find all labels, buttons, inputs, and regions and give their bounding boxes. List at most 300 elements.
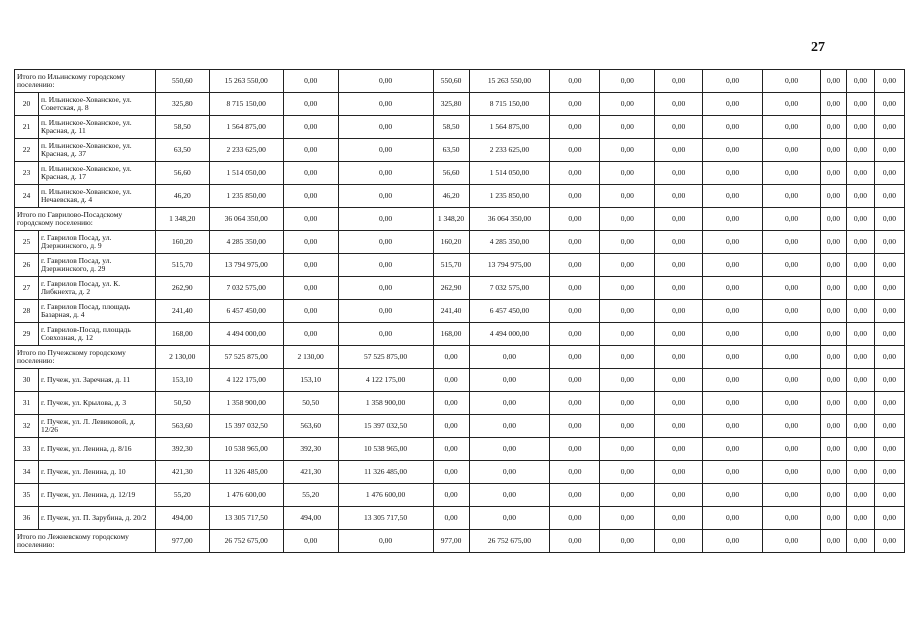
value-cell: 0,00 — [763, 484, 821, 507]
value-cell: 0,00 — [874, 415, 904, 438]
value-cell: 2 233 625,00 — [209, 139, 283, 162]
value-cell: 0,00 — [703, 277, 763, 300]
value-cell: 13 305 717,50 — [209, 507, 283, 530]
address-cell: п. Ильинское-Хованское, ул. Советская, д. 8 — [38, 93, 155, 116]
row-number-cell: 20 — [15, 93, 39, 116]
value-cell: 0,00 — [283, 208, 338, 231]
value-cell: 0,00 — [763, 461, 821, 484]
value-cell: 0,00 — [550, 438, 600, 461]
value-cell: 0,00 — [655, 254, 703, 277]
value-cell: 0,00 — [820, 415, 846, 438]
value-cell: 0,00 — [703, 208, 763, 231]
value-cell: 0,00 — [846, 369, 874, 392]
value-cell: 0,00 — [433, 369, 469, 392]
value-cell: 50,50 — [155, 392, 209, 415]
value-cell: 1 235 850,00 — [209, 185, 283, 208]
value-cell: 0,00 — [550, 277, 600, 300]
value-cell: 241,40 — [433, 300, 469, 323]
value-cell: 0,00 — [846, 70, 874, 93]
total-label: Итого по Гаврилово-Посадскому городскому поселению: — [15, 208, 156, 231]
value-cell: 4 122 175,00 — [338, 369, 433, 392]
value-cell: 0,00 — [283, 185, 338, 208]
value-cell: 0,00 — [820, 438, 846, 461]
value-cell: 0,00 — [469, 438, 550, 461]
value-cell: 0,00 — [655, 300, 703, 323]
value-cell: 1 348,20 — [155, 208, 209, 231]
address-cell: г. Гаврилов Посад, ул. К. Либкнехта, д. 2 — [38, 277, 155, 300]
value-cell: 0,00 — [433, 392, 469, 415]
value-cell: 0,00 — [338, 277, 433, 300]
value-cell: 0,00 — [600, 323, 655, 346]
value-cell: 0,00 — [655, 323, 703, 346]
value-cell: 1 476 600,00 — [338, 484, 433, 507]
value-cell: 0,00 — [338, 185, 433, 208]
value-cell: 0,00 — [550, 507, 600, 530]
value-cell: 13 305 717,50 — [338, 507, 433, 530]
value-cell: 550,60 — [155, 70, 209, 93]
total-row — [15, 70, 905, 93]
value-cell: 6 457 450,00 — [209, 300, 283, 323]
value-cell: 0,00 — [550, 346, 600, 369]
value-cell: 0,00 — [846, 323, 874, 346]
value-cell: 0,00 — [550, 116, 600, 139]
value-cell: 392,30 — [155, 438, 209, 461]
total-label: Итого по Ильинскому городскому поселению: — [15, 70, 156, 93]
value-cell: 1 348,20 — [433, 208, 469, 231]
value-cell: 0,00 — [846, 415, 874, 438]
value-cell: 160,20 — [155, 231, 209, 254]
value-cell: 0,00 — [763, 323, 821, 346]
value-cell: 36 064 350,00 — [209, 208, 283, 231]
value-cell: 494,00 — [283, 507, 338, 530]
value-cell: 0,00 — [763, 392, 821, 415]
table-row — [15, 507, 905, 530]
value-cell: 241,40 — [155, 300, 209, 323]
value-cell: 0,00 — [600, 484, 655, 507]
value-cell: 168,00 — [433, 323, 469, 346]
value-cell: 0,00 — [283, 139, 338, 162]
value-cell: 1 514 050,00 — [469, 162, 550, 185]
value-cell: 0,00 — [846, 139, 874, 162]
value-cell: 0,00 — [763, 70, 821, 93]
value-cell: 1 358 900,00 — [209, 392, 283, 415]
value-cell: 0,00 — [846, 438, 874, 461]
value-cell: 63,50 — [155, 139, 209, 162]
value-cell: 0,00 — [874, 231, 904, 254]
table-row — [15, 369, 905, 392]
value-cell: 0,00 — [846, 254, 874, 277]
value-cell: 0,00 — [550, 530, 600, 553]
value-cell: 1 564 875,00 — [209, 116, 283, 139]
address-cell: г. Гаврилов-Посад, площадь Совхозная, д. 12 — [38, 323, 155, 346]
value-cell: 421,30 — [283, 461, 338, 484]
value-cell: 0,00 — [655, 415, 703, 438]
address-cell: г. Пучеж, ул. Ленина, д. 10 — [38, 461, 155, 484]
value-cell: 0,00 — [703, 185, 763, 208]
value-cell: 0,00 — [600, 277, 655, 300]
value-cell: 4 285 350,00 — [469, 231, 550, 254]
value-cell: 0,00 — [600, 70, 655, 93]
value-cell: 0,00 — [846, 277, 874, 300]
value-cell: 0,00 — [763, 208, 821, 231]
total-row — [15, 346, 905, 369]
value-cell: 0,00 — [283, 323, 338, 346]
value-cell: 977,00 — [155, 530, 209, 553]
value-cell: 0,00 — [874, 369, 904, 392]
row-number-cell: 34 — [15, 461, 39, 484]
value-cell: 4 122 175,00 — [209, 369, 283, 392]
address-cell: г. Гаврилов Посад, площадь Базарная, д. 4 — [38, 300, 155, 323]
value-cell: 0,00 — [600, 438, 655, 461]
value-cell: 0,00 — [846, 530, 874, 553]
value-cell: 0,00 — [338, 139, 433, 162]
address-cell: п. Ильинское-Хованское, ул. Красная, д. 37 — [38, 139, 155, 162]
value-cell: 0,00 — [703, 139, 763, 162]
row-number-cell: 35 — [15, 484, 39, 507]
value-cell: 56,60 — [155, 162, 209, 185]
value-cell: 0,00 — [469, 484, 550, 507]
value-cell: 0,00 — [703, 369, 763, 392]
value-cell: 0,00 — [820, 346, 846, 369]
value-cell: 1 514 050,00 — [209, 162, 283, 185]
value-cell: 0,00 — [820, 530, 846, 553]
value-cell: 0,00 — [763, 277, 821, 300]
value-cell: 8 715 150,00 — [209, 93, 283, 116]
address-cell: п. Ильинское-Хованское, ул. Нечаевская, д. 4 — [38, 185, 155, 208]
table-row — [15, 438, 905, 461]
table-row — [15, 93, 905, 116]
value-cell: 0,00 — [763, 139, 821, 162]
value-cell: 160,20 — [433, 231, 469, 254]
value-cell: 0,00 — [874, 530, 904, 553]
value-cell: 0,00 — [703, 231, 763, 254]
value-cell: 0,00 — [655, 530, 703, 553]
value-cell: 0,00 — [874, 346, 904, 369]
value-cell: 0,00 — [846, 93, 874, 116]
value-cell: 0,00 — [600, 139, 655, 162]
value-cell: 325,80 — [433, 93, 469, 116]
value-cell: 0,00 — [846, 208, 874, 231]
value-cell: 0,00 — [874, 300, 904, 323]
value-cell: 58,50 — [433, 116, 469, 139]
address-cell: п. Ильинское-Хованское, ул. Красная, д. 11 — [38, 116, 155, 139]
value-cell: 0,00 — [338, 162, 433, 185]
value-cell: 0,00 — [283, 254, 338, 277]
value-cell: 7 032 575,00 — [209, 277, 283, 300]
value-cell: 26 752 675,00 — [469, 530, 550, 553]
value-cell: 0,00 — [655, 277, 703, 300]
value-cell: 50,50 — [283, 392, 338, 415]
total-row — [15, 208, 905, 231]
value-cell: 977,00 — [433, 530, 469, 553]
address-cell: п. Ильинское-Хованское, ул. Красная, д. 17 — [38, 162, 155, 185]
row-number-cell: 21 — [15, 116, 39, 139]
value-cell: 0,00 — [469, 415, 550, 438]
value-cell: 0,00 — [874, 208, 904, 231]
value-cell: 0,00 — [820, 323, 846, 346]
value-cell: 0,00 — [338, 116, 433, 139]
value-cell: 4 494 000,00 — [209, 323, 283, 346]
value-cell: 0,00 — [820, 185, 846, 208]
value-cell: 0,00 — [433, 461, 469, 484]
table-row — [15, 185, 905, 208]
value-cell: 0,00 — [600, 346, 655, 369]
value-cell: 0,00 — [820, 507, 846, 530]
value-cell: 0,00 — [338, 530, 433, 553]
value-cell: 0,00 — [338, 300, 433, 323]
value-cell: 0,00 — [283, 300, 338, 323]
value-cell: 0,00 — [846, 484, 874, 507]
row-number-cell: 31 — [15, 392, 39, 415]
value-cell: 0,00 — [874, 93, 904, 116]
value-cell: 262,90 — [155, 277, 209, 300]
value-cell: 0,00 — [283, 116, 338, 139]
value-cell: 515,70 — [155, 254, 209, 277]
value-cell: 0,00 — [763, 231, 821, 254]
value-cell: 6 457 450,00 — [469, 300, 550, 323]
total-label: Итого по Пучежскому городскому поселению: — [15, 346, 156, 369]
value-cell: 0,00 — [703, 415, 763, 438]
value-cell: 0,00 — [550, 208, 600, 231]
value-cell: 0,00 — [655, 346, 703, 369]
page-number: 27 — [811, 40, 825, 55]
value-cell: 0,00 — [820, 277, 846, 300]
value-cell: 0,00 — [703, 392, 763, 415]
value-cell: 55,20 — [283, 484, 338, 507]
value-cell: 58,50 — [155, 116, 209, 139]
value-cell: 0,00 — [550, 392, 600, 415]
value-cell: 0,00 — [600, 93, 655, 116]
table-row — [15, 277, 905, 300]
table-row — [15, 300, 905, 323]
value-cell: 0,00 — [703, 438, 763, 461]
value-cell: 0,00 — [338, 323, 433, 346]
row-number-cell: 24 — [15, 185, 39, 208]
value-cell: 15 397 032,50 — [209, 415, 283, 438]
value-cell: 0,00 — [703, 484, 763, 507]
value-cell: 0,00 — [703, 93, 763, 116]
value-cell: 0,00 — [655, 369, 703, 392]
value-cell: 0,00 — [874, 162, 904, 185]
value-cell: 0,00 — [846, 300, 874, 323]
value-cell: 0,00 — [600, 116, 655, 139]
value-cell: 0,00 — [846, 185, 874, 208]
row-number-cell: 25 — [15, 231, 39, 254]
value-cell: 0,00 — [703, 507, 763, 530]
value-cell: 0,00 — [469, 461, 550, 484]
value-cell: 15 263 550,00 — [469, 70, 550, 93]
table-row — [15, 484, 905, 507]
row-number-cell: 30 — [15, 369, 39, 392]
value-cell: 550,60 — [433, 70, 469, 93]
value-cell: 0,00 — [600, 231, 655, 254]
value-cell: 0,00 — [820, 116, 846, 139]
value-cell: 0,00 — [820, 300, 846, 323]
value-cell: 563,60 — [283, 415, 338, 438]
row-number-cell: 22 — [15, 139, 39, 162]
value-cell: 515,70 — [433, 254, 469, 277]
value-cell: 0,00 — [283, 277, 338, 300]
value-cell: 0,00 — [655, 139, 703, 162]
value-cell: 0,00 — [820, 254, 846, 277]
value-cell: 46,20 — [155, 185, 209, 208]
address-cell: г. Пучеж, ул. Ленина, д. 12/19 — [38, 484, 155, 507]
value-cell: 0,00 — [703, 461, 763, 484]
value-cell: 0,00 — [550, 70, 600, 93]
address-cell: г. Гаврилов Посад, ул. Дзержинского, д. 29 — [38, 254, 155, 277]
value-cell: 0,00 — [550, 300, 600, 323]
value-cell: 0,00 — [338, 231, 433, 254]
value-cell: 0,00 — [655, 231, 703, 254]
value-cell: 0,00 — [600, 507, 655, 530]
value-cell: 15 397 032,50 — [338, 415, 433, 438]
value-cell: 0,00 — [763, 530, 821, 553]
value-cell: 0,00 — [655, 392, 703, 415]
value-cell: 0,00 — [600, 162, 655, 185]
value-cell: 0,00 — [703, 70, 763, 93]
value-cell: 8 715 150,00 — [469, 93, 550, 116]
address-cell: г. Пучеж, ул. П. Зарубина, д. 20/2 — [38, 507, 155, 530]
value-cell: 0,00 — [469, 346, 550, 369]
value-cell: 0,00 — [703, 300, 763, 323]
value-cell: 1 358 900,00 — [338, 392, 433, 415]
value-cell: 0,00 — [655, 507, 703, 530]
value-cell: 0,00 — [655, 438, 703, 461]
value-cell: 0,00 — [846, 507, 874, 530]
value-cell: 4 285 350,00 — [209, 231, 283, 254]
value-cell: 0,00 — [703, 323, 763, 346]
table-body — [15, 70, 905, 553]
table-row — [15, 323, 905, 346]
value-cell: 0,00 — [550, 323, 600, 346]
value-cell: 56,60 — [433, 162, 469, 185]
value-cell: 0,00 — [433, 507, 469, 530]
value-cell: 0,00 — [338, 93, 433, 116]
value-cell: 46,20 — [433, 185, 469, 208]
value-cell: 0,00 — [338, 254, 433, 277]
value-cell: 0,00 — [820, 461, 846, 484]
value-cell: 13 794 975,00 — [209, 254, 283, 277]
value-cell: 0,00 — [874, 438, 904, 461]
value-cell: 0,00 — [655, 208, 703, 231]
value-cell: 0,00 — [763, 93, 821, 116]
table-row — [15, 254, 905, 277]
value-cell: 0,00 — [874, 461, 904, 484]
value-cell: 0,00 — [283, 530, 338, 553]
value-cell: 0,00 — [600, 208, 655, 231]
value-cell: 0,00 — [820, 392, 846, 415]
value-cell: 0,00 — [846, 346, 874, 369]
table-row — [15, 162, 905, 185]
value-cell: 0,00 — [600, 392, 655, 415]
value-cell: 0,00 — [703, 254, 763, 277]
value-cell: 0,00 — [600, 461, 655, 484]
value-cell: 1 476 600,00 — [209, 484, 283, 507]
value-cell: 0,00 — [550, 231, 600, 254]
value-cell: 0,00 — [433, 346, 469, 369]
value-cell: 11 326 485,00 — [209, 461, 283, 484]
value-cell: 0,00 — [763, 300, 821, 323]
value-cell: 0,00 — [763, 162, 821, 185]
value-cell: 10 538 965,00 — [338, 438, 433, 461]
value-cell: 0,00 — [820, 139, 846, 162]
address-cell: г. Пучеж, ул. Крылова, д. 3 — [38, 392, 155, 415]
value-cell: 0,00 — [703, 162, 763, 185]
value-cell: 0,00 — [846, 116, 874, 139]
row-number-cell: 23 — [15, 162, 39, 185]
table-row — [15, 461, 905, 484]
value-cell: 0,00 — [550, 139, 600, 162]
value-cell: 0,00 — [550, 369, 600, 392]
value-cell: 0,00 — [820, 484, 846, 507]
value-cell: 153,10 — [155, 369, 209, 392]
value-cell: 0,00 — [655, 484, 703, 507]
value-cell: 0,00 — [283, 231, 338, 254]
value-cell: 0,00 — [469, 369, 550, 392]
row-number-cell: 33 — [15, 438, 39, 461]
value-cell: 0,00 — [820, 162, 846, 185]
value-cell: 0,00 — [655, 116, 703, 139]
value-cell: 0,00 — [820, 231, 846, 254]
value-cell: 262,90 — [433, 277, 469, 300]
value-cell: 0,00 — [874, 392, 904, 415]
value-cell: 0,00 — [550, 162, 600, 185]
value-cell: 0,00 — [763, 369, 821, 392]
value-cell: 0,00 — [338, 208, 433, 231]
value-cell: 4 494 000,00 — [469, 323, 550, 346]
register-table — [14, 69, 905, 553]
value-cell: 0,00 — [763, 346, 821, 369]
value-cell: 0,00 — [433, 484, 469, 507]
value-cell: 0,00 — [550, 93, 600, 116]
table-row — [15, 415, 905, 438]
value-cell: 26 752 675,00 — [209, 530, 283, 553]
value-cell: 0,00 — [283, 70, 338, 93]
value-cell: 1 235 850,00 — [469, 185, 550, 208]
address-cell: г. Гаврилов Посад, ул. Дзержинского, д. 9 — [38, 231, 155, 254]
value-cell: 2 233 625,00 — [469, 139, 550, 162]
value-cell: 0,00 — [600, 530, 655, 553]
address-cell: г. Пучеж, ул. Заречная, д. 11 — [38, 369, 155, 392]
value-cell: 36 064 350,00 — [469, 208, 550, 231]
value-cell: 13 794 975,00 — [469, 254, 550, 277]
value-cell: 0,00 — [846, 231, 874, 254]
value-cell: 0,00 — [763, 438, 821, 461]
value-cell: 0,00 — [655, 70, 703, 93]
value-cell: 0,00 — [600, 369, 655, 392]
value-cell: 0,00 — [600, 254, 655, 277]
value-cell: 0,00 — [550, 484, 600, 507]
address-cell: г. Пучеж, ул. Ленина, д. 8/16 — [38, 438, 155, 461]
value-cell: 0,00 — [469, 392, 550, 415]
value-cell: 168,00 — [155, 323, 209, 346]
value-cell: 0,00 — [433, 415, 469, 438]
value-cell: 0,00 — [874, 323, 904, 346]
address-cell: г. Пучеж, ул. Л. Левиковой, д. 12/26 — [38, 415, 155, 438]
value-cell: 0,00 — [874, 185, 904, 208]
value-cell: 0,00 — [820, 369, 846, 392]
value-cell: 0,00 — [703, 530, 763, 553]
value-cell: 0,00 — [703, 116, 763, 139]
value-cell: 0,00 — [600, 415, 655, 438]
value-cell: 1 564 875,00 — [469, 116, 550, 139]
value-cell: 57 525 875,00 — [338, 346, 433, 369]
row-number-cell: 26 — [15, 254, 39, 277]
table-row — [15, 231, 905, 254]
value-cell: 0,00 — [820, 70, 846, 93]
value-cell: 0,00 — [763, 254, 821, 277]
value-cell: 63,50 — [433, 139, 469, 162]
